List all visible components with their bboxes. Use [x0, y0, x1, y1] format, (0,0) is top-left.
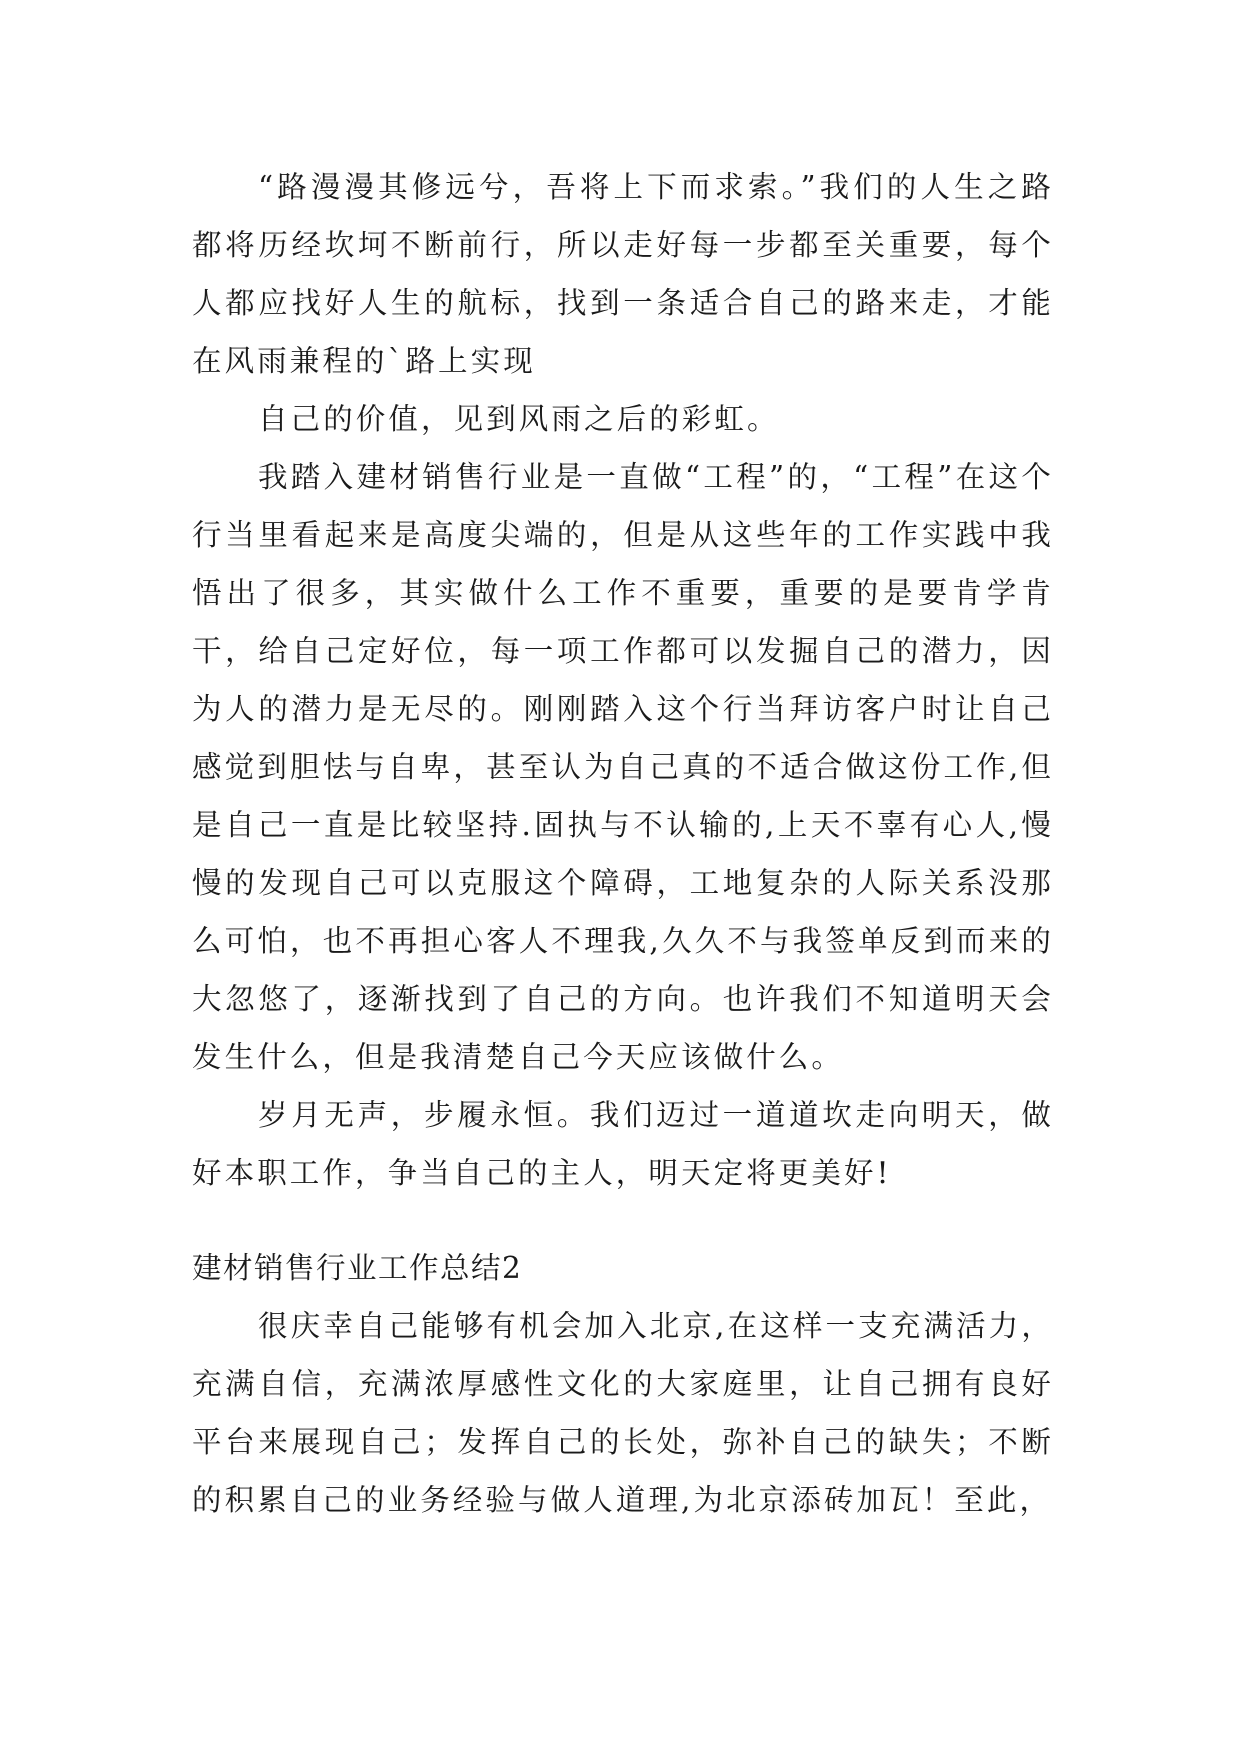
paragraph: 自己的价值，见到风雨之后的彩虹。 — [258, 402, 780, 436]
paragraph: 岁月无声，步履永恒。我们迈过一道道坎走向明天，做好本职工作，争当自己的主人，明天定将更美好! — [192, 1098, 1054, 1190]
paragraph: 我踏入建材销售行业是一直做“工程”的，“工程”在这个行当里看起来是高度尖端的，但是从这些年的工作实践中我悟出了很多，其实做什么工作不重要，重要的是要肯学肯干，给自己定好位，每一项工作都可以发掘自己的潜力，因为人的潜力是无尽的。刚刚踏入这个行当拜访客户时让自己感觉到胆怯与自卑，甚至认为自己真的不适合做这份工作,但是自己一直是比较坚持.固执与不认输的,上天不辜有心人,慢慢的发现自己可以克服这个障碍，工地复杂的人际关系没那么可怕，也不再担心客人不理我,久久不与我签单反到而来的大忽悠了，逐渐找到了自己的方向。也许我们不知道明天会发生什么，但是我清楚自己今天应该做什么。 — [192, 460, 1054, 1074]
paragraph: “路漫漫其修远兮，吾将上下而求索。”我们的人生之路都将历经坎坷不断前行，所以走好每一步都至关重要，每个人都应找好人生的航标，找到一条适合自己的路来走，才能在风雨兼程的`路上实现 — [192, 170, 1054, 378]
document-page — [192, 158, 1054, 1529]
paragraph: 很庆幸自己能够有机会加入北京,在这样一支充满活力，充满自信，充满浓厚感性文化的大家庭里，让自己拥有良好平台来展现自己；发挥自己的长处，弥补自己的缺失；不断的积累自己的业务经验与做人道理,为北京添砖加瓦！至此， — [192, 1309, 1054, 1517]
section-title: 建材销售行业工作总结2 — [192, 1251, 523, 1285]
